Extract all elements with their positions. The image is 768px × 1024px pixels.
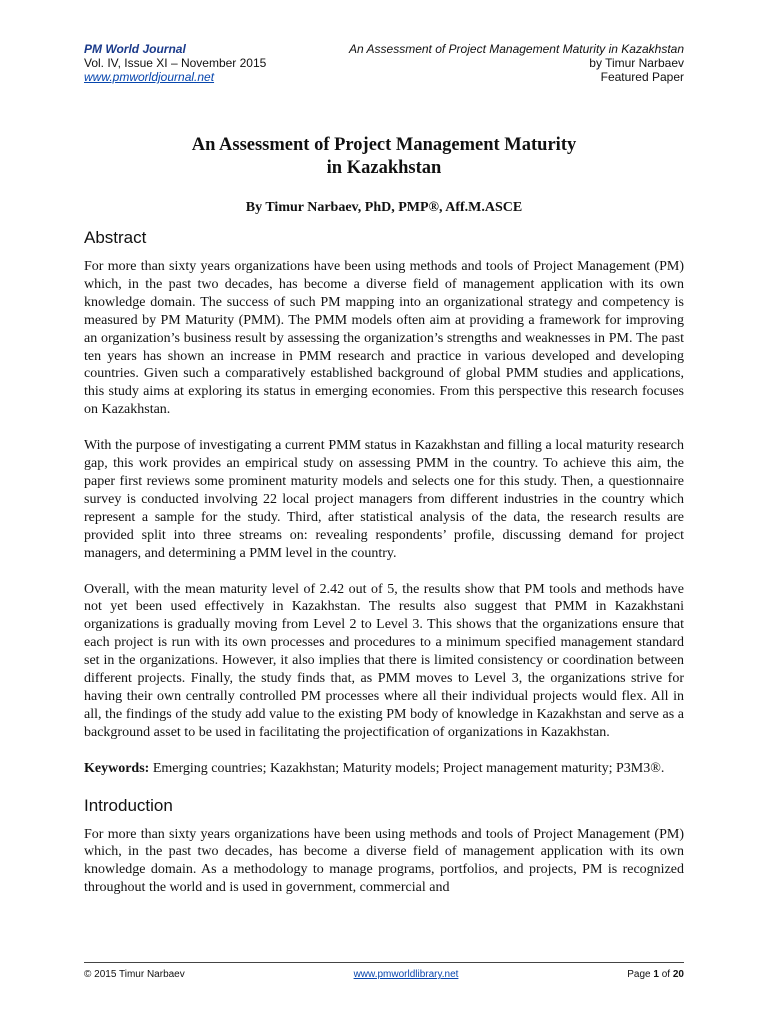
introduction-paragraph-1: For more than sixty years organizations have been using methods and tools of Project Management (PM) which, in the past two decades, has become a diverse field of management application with its own knowledge domain. As a methodology to manage programs, portfolios, and projects, PM is recognized throughout the world and is used in government, commercial and: [84, 826, 684, 896]
page-title: An Assessment of Project Management Maturity in Kazakhstan: [191, 135, 577, 178]
header-article-title: An Assessment of Project Management Maturity in Kazakhstan: [348, 42, 684, 56]
keywords-text: Emerging countries; Kazakhstan; Maturity models; Project management maturity; P3M3®.: [149, 760, 665, 776]
introduction-heading: Introduction: [84, 795, 173, 815]
article-body: [84, 134, 684, 915]
keywords: [84, 760, 684, 778]
paper-type: Featured Paper: [600, 70, 684, 84]
journal-name: PM World Journal: [84, 42, 186, 56]
header-author: by Timur Narbaev: [589, 56, 684, 70]
abstract-paragraph-1: For more than sixty years organizations have been using methods and tools of Project Management (PM) which, in the past two decades, has become a diverse field of management application with its own knowledge domain. The success of such PM mapping into an organizational strategy and competency is measured by PM Maturity (PMM). The PMM models often aim at providing a framework for improving an organization’s business result by assessing the organization’s strengths and weaknesses in PM. The past ten years has shown an increase in PMM research and practice in various developed and developing countries. Given such a comparatively established background of global PMM studies and applications, this study aims at exploring its status in emerging economies. From this perspective this research focuses on Kazakhstan.: [84, 259, 684, 418]
running-header: [84, 42, 684, 84]
journal-url-link[interactable]: www.pmworldjournal.net: [84, 70, 215, 84]
author-byline: By Timur Narbaev, PhD, PMP®, Aff.M.ASCE: [245, 200, 523, 215]
abstract-paragraph-2: With the purpose of investigating a current PMM status in Kazakhstan and filling a local maturity research gap, this work provides an empirical study on assessing PMM in the country. To achieve this aim, the paper first reviews some prominent maturity models and selects one for this study. Then, a questionnaire survey is conducted involving 22 local project managers from different industries in the country which represent a sample for the study. Third, after statistical analysis of the data, the research results are provided split into three streams on: revealing respondents’ profile, discussing demand for project managers, and determining a PMM level in the country.: [84, 438, 684, 561]
footer-url-link[interactable]: www.pmworldlibrary.net: [353, 969, 459, 980]
page-number: Page 1 of 20: [627, 969, 684, 980]
keywords-label: Keywords:: [84, 760, 150, 776]
abstract-paragraph-3: Overall, with the mean maturity level of 2.42 out of 5, the results show that PM tools and methods have not yet been used effectively in Kazakhstan. The results also suggest that PMM in Kazakhstani organizations is gradually moving from Level 2 to Level 3. This shows that the organizations ensure that each project is run with its own processes and procedures to a minimum specified management standard set in the organizations. However, it also implies that there is limited consistency or coordination between different projects. Finally, the study finds that, as PMM moves to Level 3, the organizations strive for having their own centrally controlled PM processes where all their individual projects would flex. All in all, the findings of the study add value to the existing PM body of knowledge in Kazakhstan and serve as a background asset to be used in facilitating the projectification of organizations in Kazakhstan.: [84, 581, 684, 740]
journal-issue: Vol. IV, Issue XI – November 2015: [84, 56, 267, 70]
footer-copyright: © 2015 Timur Narbaev: [84, 969, 185, 980]
page-footer: [84, 962, 684, 980]
abstract-heading: Abstract: [84, 228, 147, 247]
